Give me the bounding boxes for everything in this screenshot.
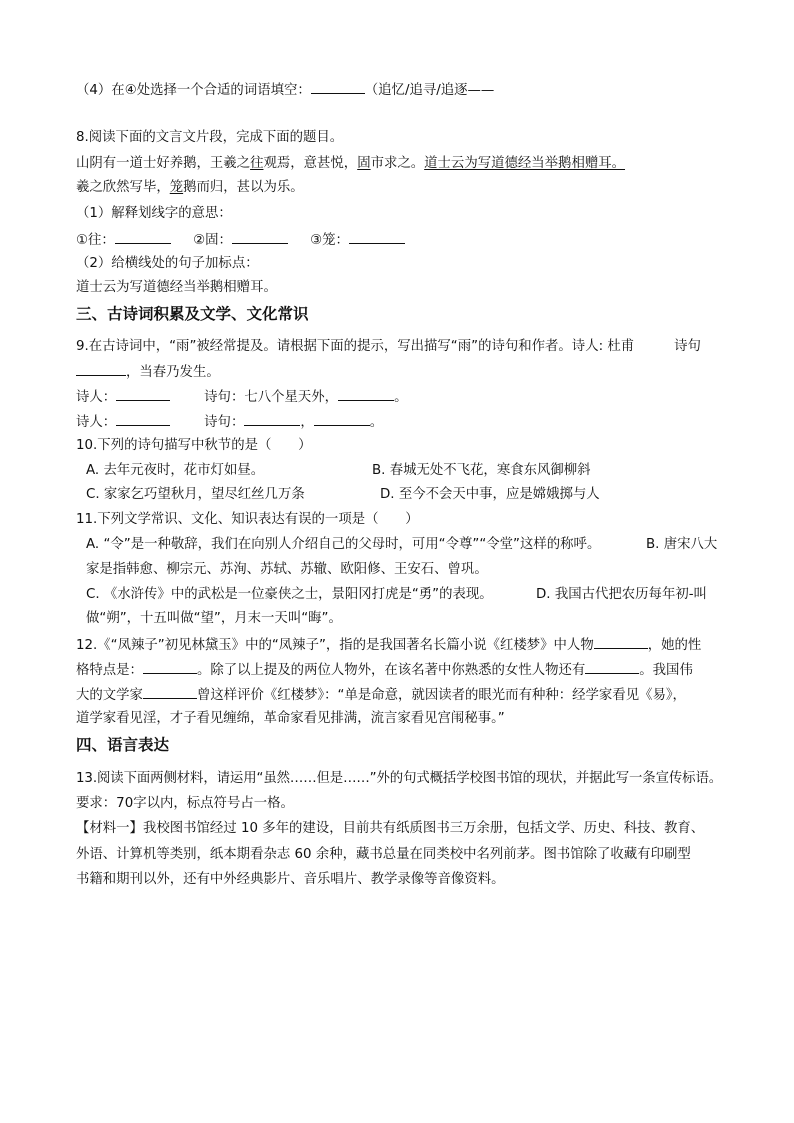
q12-text: 12.《“凤辣子”初见林黛玉》中的“凤辣子”，指的是我国著名长篇小说《红楼梦》中人物 bbox=[76, 638, 594, 653]
q12-line4: 道学家看见淫，才子看见缠绵，革命家看见排满，流言家看见宫闱秘事。” bbox=[76, 711, 505, 726]
passage-text: 鹅而归，甚以为乐。 bbox=[183, 180, 304, 195]
q8-sub2: （2）给横线处的句子加标点： bbox=[76, 256, 259, 271]
q12-text: 曾这样评价《红楼梦》：“单是命意，就因读者的眼光而有种种：经学家看见《易》， bbox=[196, 688, 686, 703]
answer-blank[interactable] bbox=[311, 79, 365, 94]
q12-text: ，她的性 bbox=[647, 638, 702, 653]
q7-sub4-choices: （追忆/追寻/追逐—— bbox=[364, 83, 495, 98]
answer-blank[interactable] bbox=[338, 386, 394, 401]
verse-label: 诗句： bbox=[204, 390, 245, 405]
q12-line3 bbox=[76, 684, 716, 706]
period: 。 bbox=[394, 390, 408, 405]
q8-title: 8.阅读下面的文言文片段，完成下面的题目。 bbox=[76, 130, 344, 145]
underlined-sentence: 道士云为写道德经当举鹅相赠耳。 bbox=[424, 156, 626, 171]
q8-word-blanks bbox=[76, 229, 716, 251]
q10-option-b[interactable]: B. 春城无处不飞花，寒食东风御柳斜 bbox=[372, 463, 591, 478]
q8-passage-line2 bbox=[76, 178, 716, 198]
q8-sentence: 道士云为写道德经当举鹅相赠耳。 bbox=[76, 280, 277, 295]
q9-line4 bbox=[76, 411, 716, 433]
q11-option-a[interactable]: A. “令”是一种敬辞，我们在向别人介绍自己的父母时，可用“令尊”“令堂”这样的称呼。 bbox=[86, 537, 601, 552]
q9-line1 bbox=[76, 337, 716, 357]
answer-blank[interactable] bbox=[244, 411, 300, 426]
underlined-word-gu: 固 bbox=[357, 156, 371, 171]
q12-text: 大的文学家 bbox=[76, 688, 143, 703]
q9-verse-end: ，当春乃发生。 bbox=[126, 365, 220, 380]
q11-stem: 11.下列文学常识、文化、知识表达有误的一项是（ ） bbox=[76, 512, 419, 527]
q11-option-d-cont[interactable]: 做“朔”，十五叫做“望”，月末一天叫“晦”。 bbox=[86, 611, 342, 626]
q13-line4: 外语、计算机等类别，纸本期看杂志 60 余种，藏书总量在同类校中名列前茅。图书馆除了收藏有印刷型 bbox=[76, 847, 691, 862]
q8-sub1: （1）解释划线字的意思： bbox=[76, 206, 232, 221]
answer-blank[interactable] bbox=[143, 659, 197, 674]
q12-text: 。除了以上提及的两位人物外，在该名著中你熟悉的女性人物还有 bbox=[196, 663, 586, 678]
q9-verse-label: 诗句 bbox=[674, 339, 701, 354]
section3-heading: 三、古诗词积累及文学、文化常识 bbox=[76, 305, 309, 323]
passage-text: 观焉，意甚悦， bbox=[263, 156, 358, 171]
q10-stem: 10.下列的诗句描写中秋节的是（ ） bbox=[76, 438, 312, 453]
comma: ， bbox=[300, 415, 314, 430]
q11-option-b-cont[interactable]: 家是指韩愈、柳宗元、苏洵、苏轼、苏辙、欧阳修、王安石、曾巩。 bbox=[86, 562, 488, 577]
q7-sub4-text: （4）在④处选择一个合适的词语填空： bbox=[76, 83, 311, 98]
q12-text: 。我国伟 bbox=[639, 663, 693, 678]
q9-line3 bbox=[76, 386, 716, 408]
q13-line1: 13.阅读下面两侧材料，请运用“虽然……但是……”外的句式概括学校图书馆的现状，并据此写一条宣传标语。 bbox=[76, 771, 723, 786]
passage-text: 山阴有一道士好养鹅，王羲之 bbox=[76, 156, 251, 171]
q13-line2: 要求：70字以内，标点符号占一格。 bbox=[76, 796, 294, 811]
answer-blank[interactable] bbox=[76, 361, 126, 376]
passage-text: 羲之欣然写毕， bbox=[76, 180, 170, 195]
word3-label: ③笼： bbox=[310, 233, 349, 248]
q10-option-d[interactable]: D. 至今不会天中事，应是嫦娥掷与人 bbox=[380, 487, 600, 502]
q13-line5: 书籍和期刊以外，还有中外经典影片、音乐唱片、教学录像等音像资料。 bbox=[76, 872, 505, 887]
q11-option-c[interactable]: C. 《水浒传》中的武松是一位豪侠之士，景阳冈打虎是“勇”的表现。 bbox=[86, 587, 493, 602]
answer-blank[interactable] bbox=[116, 411, 170, 426]
answer-blank[interactable] bbox=[314, 411, 370, 426]
underlined-word-long: 笼 bbox=[169, 180, 184, 195]
q10-option-c[interactable]: C. 家家乞巧望秋月，望尽红丝几万条 bbox=[86, 487, 305, 502]
q11-option-b[interactable]: B. 唐宋八大 bbox=[646, 537, 718, 552]
answer-blank[interactable] bbox=[116, 386, 170, 401]
verse-label: 诗句： bbox=[204, 415, 245, 430]
q12-text: 格特点是： bbox=[76, 663, 143, 678]
answer-blank[interactable] bbox=[115, 229, 171, 244]
q12-line2 bbox=[76, 659, 716, 681]
answer-blank[interactable] bbox=[232, 229, 288, 244]
q9-stem: 9.在古诗词中，“雨”被经常提及。请根据下面的提示，写出描写“雨”的诗句和作者。诗人: 杜甫 bbox=[76, 339, 635, 354]
q10-option-a[interactable]: A. 去年元夜时，花市灯如昼。 bbox=[86, 463, 265, 478]
word1-label: ①往： bbox=[76, 233, 115, 248]
verse-text: 七八个星天外， bbox=[244, 390, 339, 405]
answer-blank[interactable] bbox=[143, 684, 197, 699]
section4-heading: 四、语言表达 bbox=[76, 736, 170, 754]
q7-sub4 bbox=[76, 79, 716, 101]
word2-label: ②固： bbox=[193, 233, 232, 248]
poet-label: 诗人： bbox=[76, 390, 117, 405]
period: 。 bbox=[369, 415, 384, 430]
q13-line3: 【材料一】我校图书馆经过 10 多年的建设，目前共有纸质图书三万余册，包括文学、历史、科技、教育、 bbox=[76, 821, 705, 836]
underlined-word-wang: 往 bbox=[250, 156, 264, 171]
passage-text: 市求之。 bbox=[370, 156, 425, 171]
answer-blank[interactable] bbox=[349, 229, 405, 244]
q11-option-d[interactable]: D. 我国古代把农历每年初-叫 bbox=[536, 587, 707, 602]
poet-label: 诗人： bbox=[76, 415, 117, 430]
q12-line1 bbox=[76, 634, 716, 656]
q8-passage-line1 bbox=[76, 154, 716, 174]
answer-blank[interactable] bbox=[585, 659, 639, 674]
q9-line2 bbox=[76, 361, 716, 383]
answer-blank[interactable] bbox=[594, 634, 648, 649]
